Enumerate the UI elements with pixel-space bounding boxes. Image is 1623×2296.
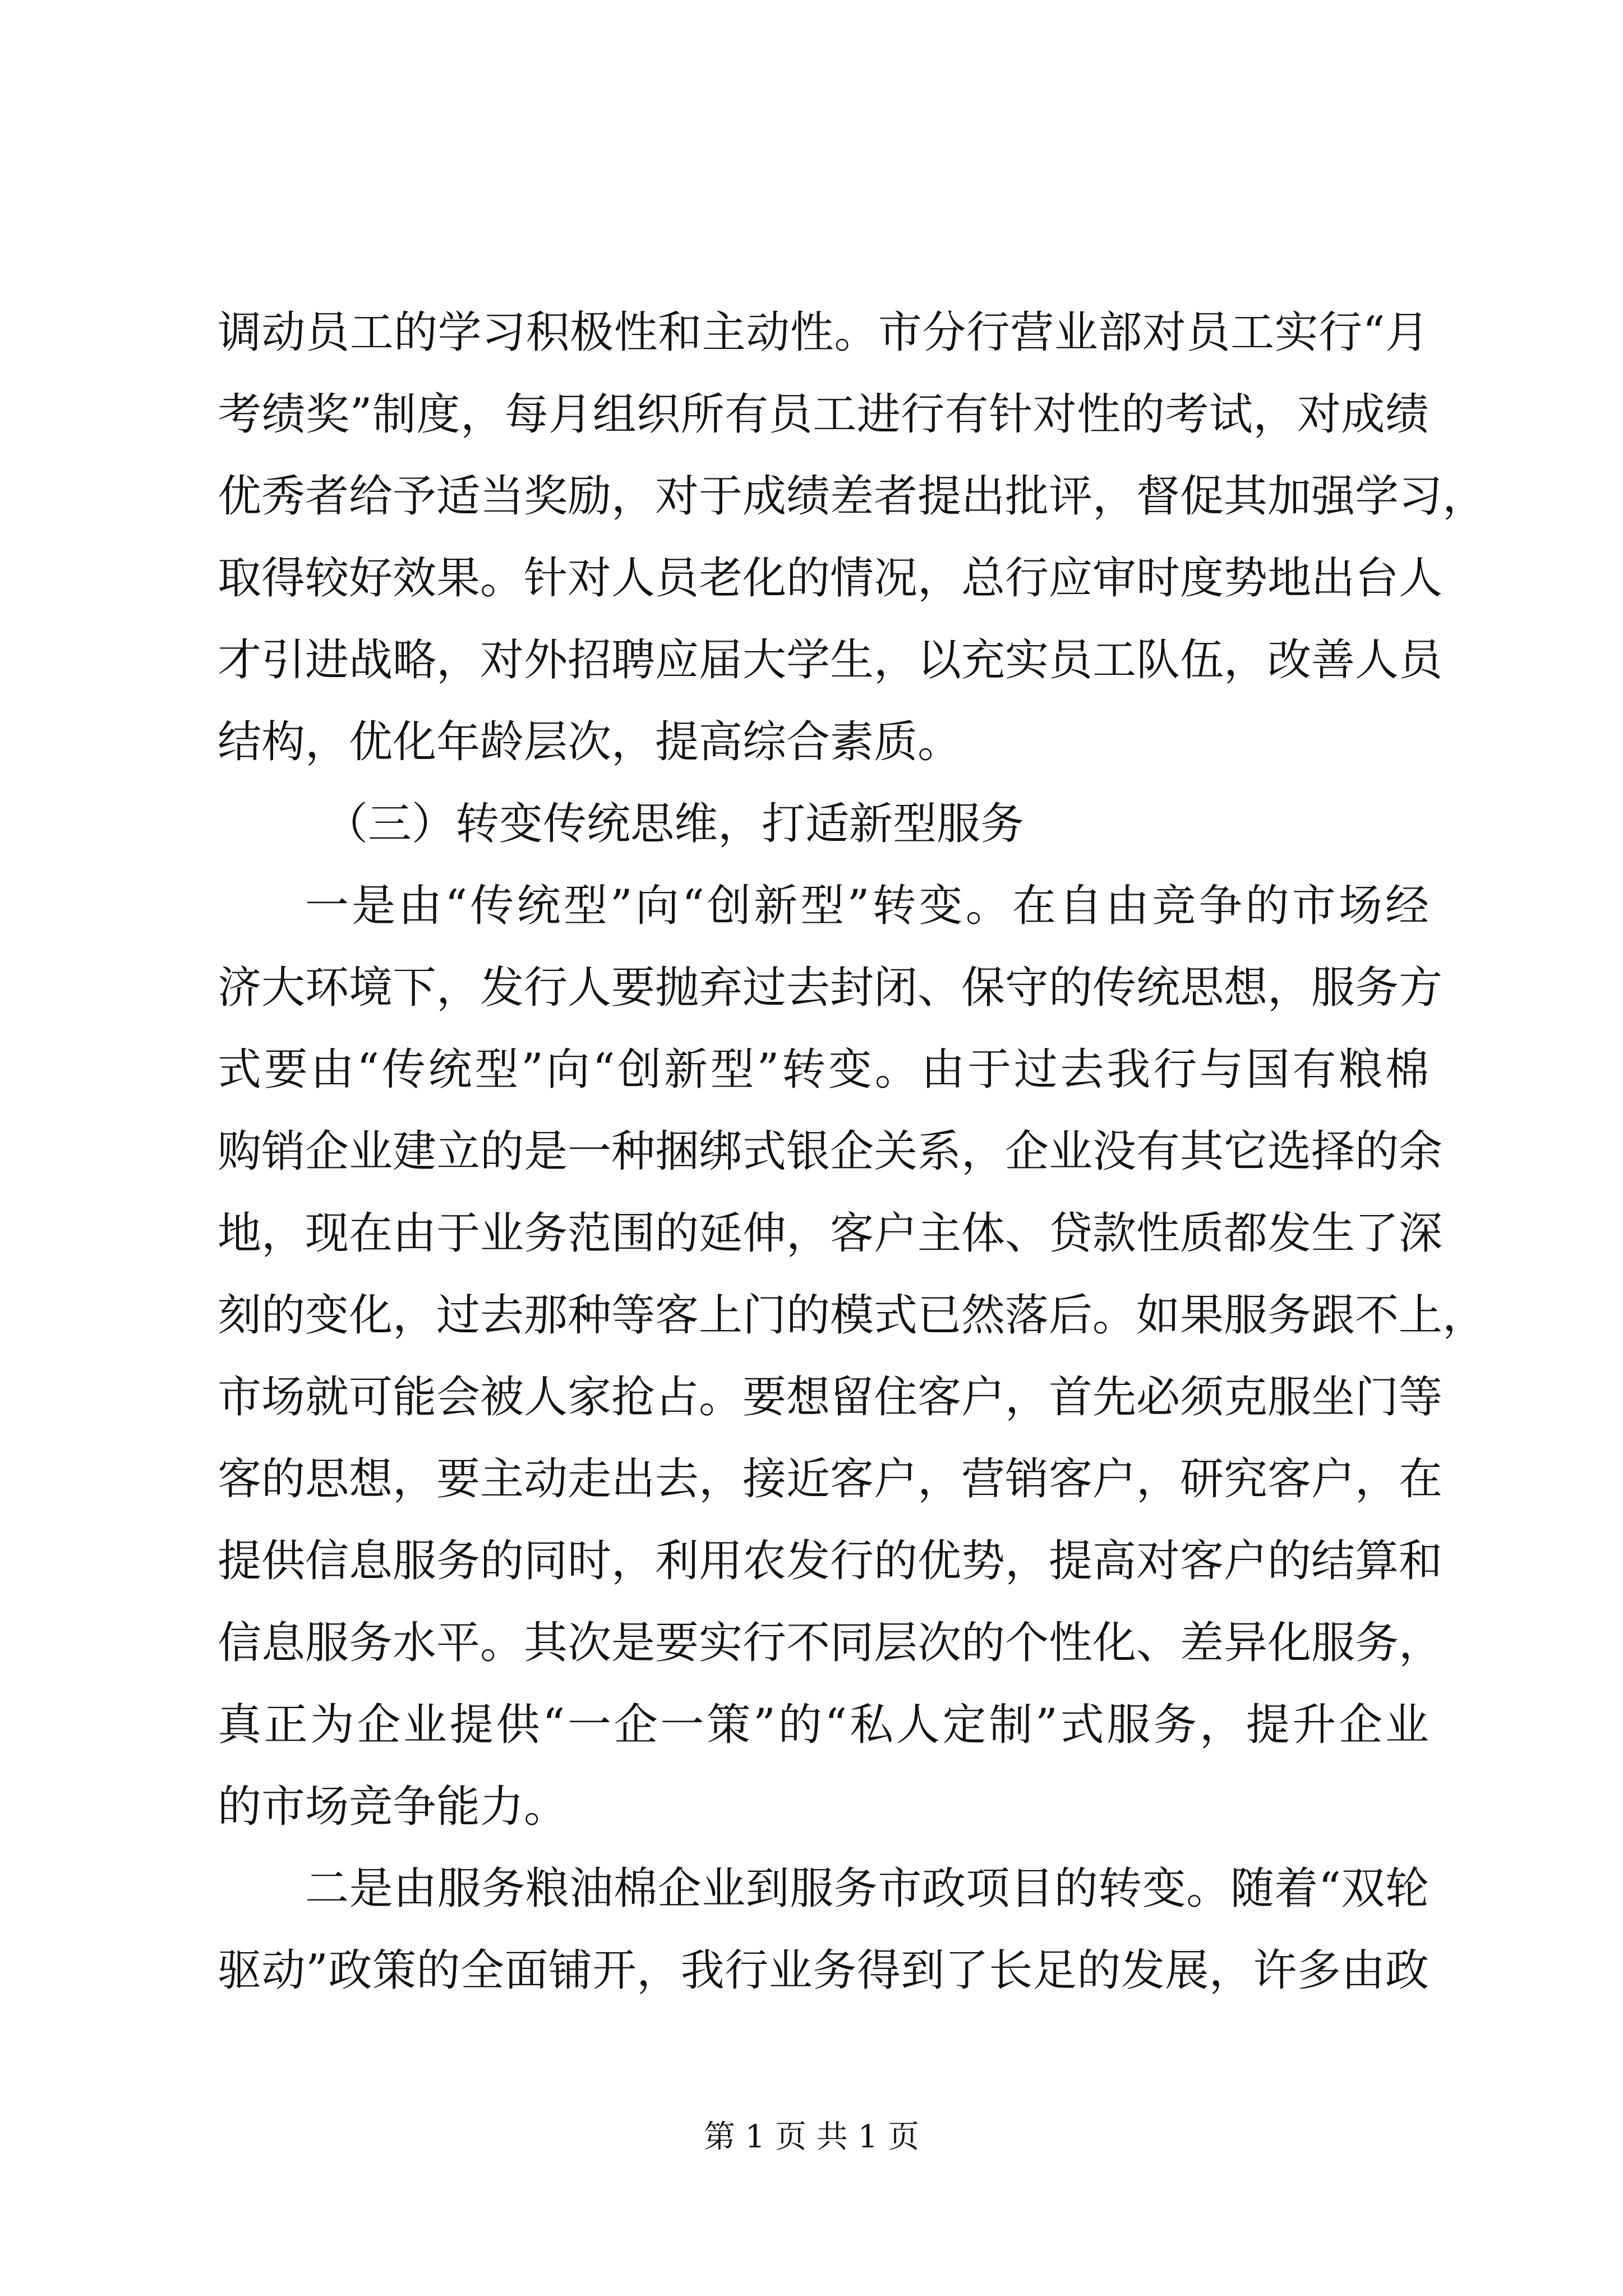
text-line-9: 济大环境下，发行人要抛弃过去封闭、保守的传统思想，服务方 <box>218 963 1443 1013</box>
document-body <box>218 292 1487 2012</box>
text-line-18: 真正为企业提供“一企一策”的“私人定制”式服务，提升企业 <box>218 1700 1429 1750</box>
text-line-2: 考绩奖”制度，每月组织所有员工进行有针对性的考试，对成绩 <box>218 389 1429 440</box>
text-line-8: 一是由“传统型”向“创新型”转变。在自由竞争的市场经 <box>305 881 1429 931</box>
text-line-13: 刻的变化，过去那种等客上门的模式已然落后。如果服务跟不上， <box>218 1290 1487 1341</box>
text-line-5: 才引进战略，对外招聘应届大学生，以充实员工队伍，改善人员 <box>218 635 1443 685</box>
text-line-11: 购销企业建立的是一种捆绑式银企关系，企业没有其它选择的余 <box>218 1126 1443 1177</box>
text-line-12: 地，现在由于业务范围的延伸，客户主体、贷款性质都发生了深 <box>218 1208 1443 1259</box>
text-line-1: 调动员工的学习积极性和主动性。市分行营业部对员工实行“月 <box>218 307 1429 358</box>
page-footer: 第 1 页 共 1 页 <box>703 2119 920 2155</box>
text-line-19: 的市场竞争能力。 <box>218 1782 568 1832</box>
text-line-4: 取得较好效果。针对人员老化的情况，总行应审时度势地出台人 <box>218 553 1443 604</box>
section-heading: （三）转变传统思维，打适新型服务 <box>324 799 1025 849</box>
text-line-17: 信息服务水平。其次是要实行不同层次的个性化、差异化服务， <box>218 1618 1443 1668</box>
text-line-15: 客的思想，要主动走出去，接近客户，营销客户，研究客户，在 <box>218 1454 1443 1504</box>
text-line-14: 市场就可能会被人家抢占。要想留住客户，首先必须克服坐门等 <box>218 1372 1443 1423</box>
text-line-3: 优秀者给予适当奖励，对于成绩差者提出批评，督促其加强学习， <box>218 471 1487 522</box>
text-line-16: 提供信息服务的同时，利用农发行的优势，提高对客户的结算和 <box>218 1536 1443 1586</box>
text-line-20: 二是由服务粮油棉企业到服务市政项目的转变。随着“双轮 <box>305 1864 1429 1914</box>
text-line-21: 驱动”政策的全面铺开，我行业务得到了长足的发展，许多由政 <box>218 1945 1429 1996</box>
text-line-10: 式要由“传统型”向“创新型”转变。由于过去我行与国有粮棉 <box>218 1045 1429 1095</box>
text-line-6: 结构，优化年龄层次，提高综合素质。 <box>218 717 962 767</box>
